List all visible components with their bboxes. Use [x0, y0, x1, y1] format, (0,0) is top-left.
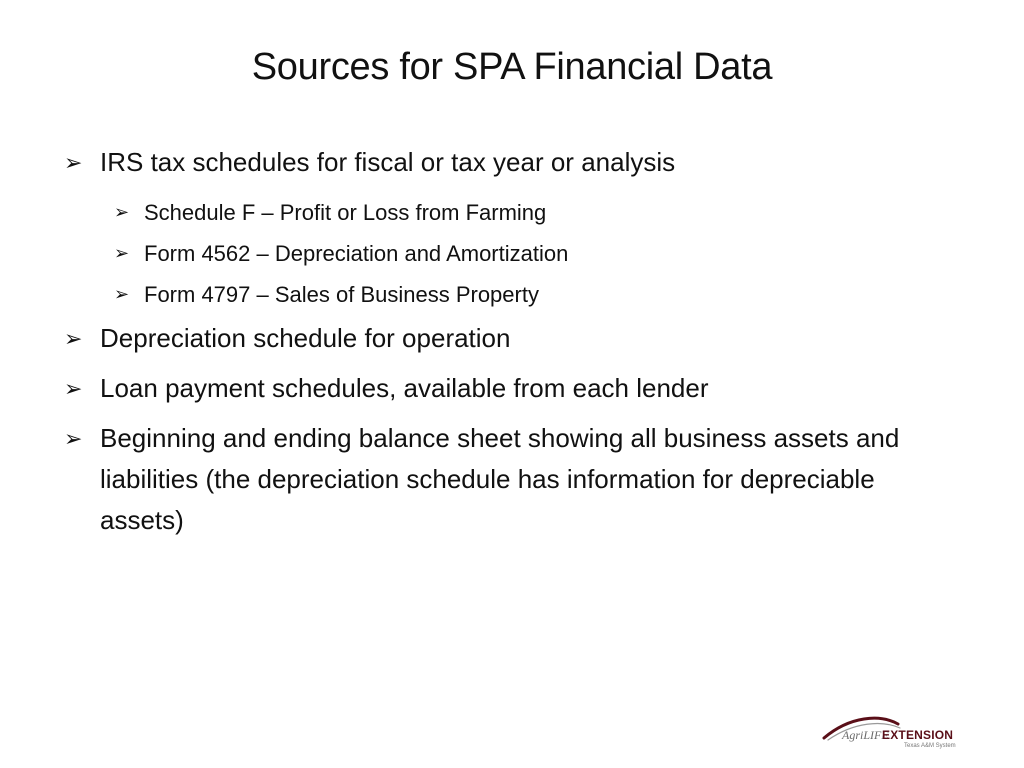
logo-extension-text: EXTENSION: [882, 728, 954, 742]
bullet-item: [64, 142, 944, 315]
sub-bullet-text: Schedule F – Profit or Loss from Farming: [144, 200, 547, 225]
bullet-text: IRS tax schedules for fiscal or tax year or analysis: [100, 147, 676, 177]
sub-bullet-text: Form 4797 – Sales of Business Property: [144, 282, 539, 307]
logo-system-text: Texas A&M System: [904, 743, 956, 749]
bullet-text: Loan payment schedules, available from each lender: [100, 373, 709, 403]
sub-bullet-item: [114, 233, 944, 274]
bullet-item: [64, 368, 944, 409]
arrow-bullet-icon: ➢: [64, 426, 83, 451]
arrow-bullet-icon: ➢: [114, 202, 130, 222]
sub-bullet-item: [114, 192, 944, 233]
logo-agrilife-text: AgriLIFE: [842, 728, 889, 742]
sub-bullet-list: [64, 192, 944, 315]
bullet-text: Depreciation schedule for operation: [100, 323, 511, 353]
arrow-bullet-icon: ➢: [114, 243, 130, 263]
bullet-item: [64, 318, 944, 359]
arrow-bullet-icon: ➢: [114, 284, 130, 304]
sub-bullet-text: Form 4562 – Depreciation and Amortization: [144, 241, 569, 266]
bullet-text: Beginning and ending balance sheet showing all business assets and liabilities (the depreciation schedule has information for depreciable assets): [100, 423, 900, 535]
sub-bullet-item: [114, 274, 944, 315]
bullet-item: [64, 418, 944, 541]
agrilife-extension-logo: [820, 712, 960, 756]
arrow-bullet-icon: ➢: [64, 326, 83, 351]
bullet-list: [64, 142, 944, 550]
slide-title: Sources for SPA Financial Data: [251, 46, 773, 88]
arrow-bullet-icon: ➢: [64, 150, 83, 175]
arrow-bullet-icon: ➢: [64, 376, 83, 401]
